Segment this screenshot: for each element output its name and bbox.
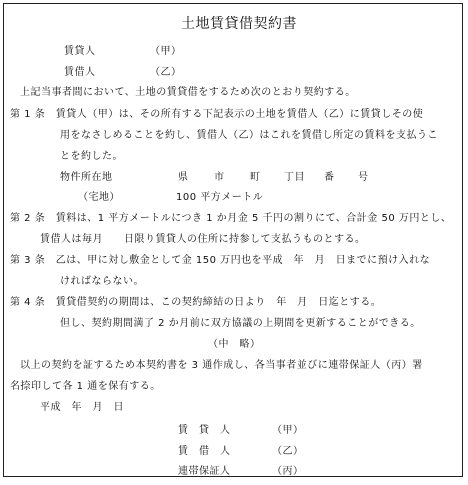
lessee-label: 賃借人 xyxy=(64,67,96,78)
unit-city: 市 xyxy=(214,172,225,183)
article4-line1: 第 4 条 賃貸借契約の期間は、この契約締結の日より 年 月 日迄とする。 xyxy=(10,297,382,308)
article1-line3: とを約した。 xyxy=(60,151,123,162)
signature-lessee-code: （乙） xyxy=(272,446,304,457)
lessee-code: （乙） xyxy=(150,67,182,78)
signature-lessee-label: 賃 借 人 xyxy=(178,446,231,457)
unit-town: 町 xyxy=(250,172,261,183)
article3-line2: ければならない。 xyxy=(60,276,144,287)
signature-guarantor-code: （丙） xyxy=(272,466,304,477)
property-location-label: 物件所在地 xyxy=(60,172,113,183)
property-category: （宅地） xyxy=(78,192,120,203)
article3-line1: 第 3 条 乙は、甲に対し敷金として金 150 万円也を平成 年 月 日までに預け入れな xyxy=(10,255,431,266)
unit-go: 号 xyxy=(358,172,369,183)
lessor-code: （甲） xyxy=(150,46,182,57)
contract-document xyxy=(3,3,463,477)
closing-line1: 以上の契約を証するため本契約書を 3 通作成し、各当事者並びに連帯保証人（丙）署 xyxy=(20,360,423,371)
intro-text: 上記当事者間において、土地の賃貸借をするため次のとおり契約する。 xyxy=(20,87,356,98)
unit-ban: 番 xyxy=(324,172,335,183)
contract-date: 平成 年 月 日 xyxy=(40,402,124,413)
article2-line2: 賃借人は毎月 日限り賃貸人の住所に持参して支払うものとする。 xyxy=(40,234,366,245)
article2-line1: 第 2 条 賃料は、1 平方メートルにつき 1 か月金 5 千円の割りにて、合計金 50 万円とし、 xyxy=(10,213,452,224)
closing-line2: 名捺印して各 1 通を保有する。 xyxy=(10,381,161,392)
lessor-label: 賃貸人 xyxy=(64,46,96,57)
signature-lessor-code: （甲） xyxy=(272,425,304,436)
signature-lessor-label: 賃 貸 人 xyxy=(178,425,231,436)
signature-guarantor-label: 連帯保証人 xyxy=(178,466,231,477)
document-title: 土地賃貸借契約書 xyxy=(181,16,297,32)
article1-line2: 用をなさしめることを約し、賃借人（乙）はこれを賃借し所定の賃料を支払うこ xyxy=(60,130,438,141)
article1-line1: 第 1 条 賃貸人（甲）は、その所有する下記表示の土地を賃借人（乙）に賃貸しその使 xyxy=(10,109,424,120)
unit-prefecture: 県 xyxy=(178,172,189,183)
unit-chome: 丁目 xyxy=(284,172,305,183)
property-area: 100 平方メートル xyxy=(176,192,264,203)
omission-mark: （中 略） xyxy=(208,339,261,350)
article4-line2: 但し、契約期間満了 2 か月前に双方協議の上期間を更新することができる。 xyxy=(60,318,421,329)
